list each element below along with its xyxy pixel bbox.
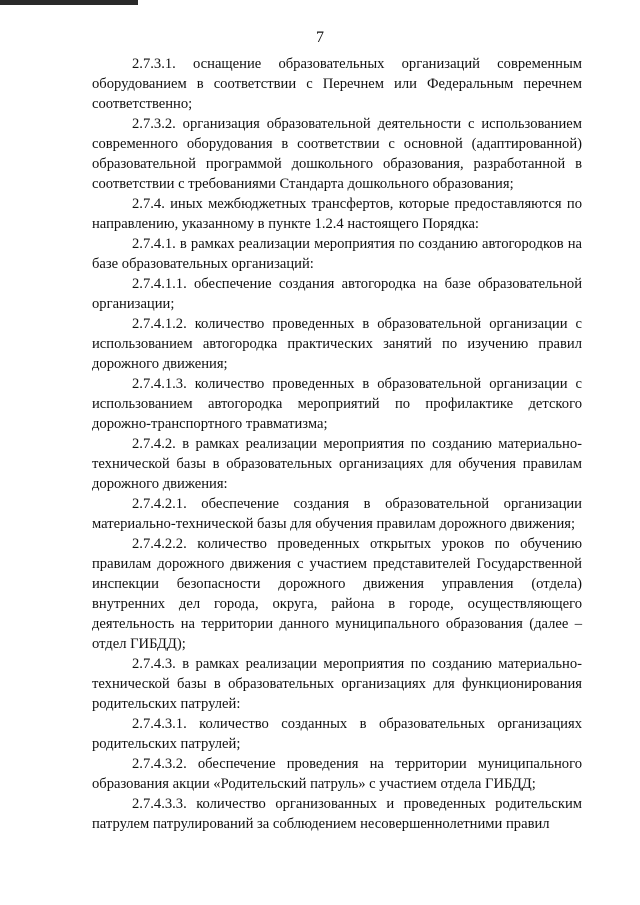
paragraph-2-7-3-2: 2.7.3.2. организация образовательной деятельности с использованием современного оборудования в соответствии с основной (адаптированной) образовательной программой дошкольного образования, разработанной в соответствии с требованиями Стандарта дошкольного образования; [92, 116, 582, 192]
paragraph-2-7-4-1-2: 2.7.4.1.2. количество проведенных в образовательной организации с использованием автогородка практических занятий по изучению правил дорожного движения; [92, 316, 582, 372]
paragraph-2-7-4-3: 2.7.4.3. в рамках реализации мероприятия по созданию материально-технической базы в образовательных организациях для функционирования родительских патрулей: [92, 656, 582, 712]
paragraph-2-7-4-2-1: 2.7.4.2.1. обеспечение создания в образовательной организации материально-технической базы для обучения правилам дорожного движения; [92, 496, 582, 532]
paragraph-2-7-4-3-3: 2.7.4.3.3. количество организованных и проведенных родительским патрулем патрулирований за соблюдением несовершеннолетними правил [92, 796, 582, 832]
paragraph-2-7-4-3-1: 2.7.4.3.1. количество созданных в образовательных организациях родительских патрулей; [92, 716, 582, 752]
paragraph-2-7-4-2-2: 2.7.4.2.2. количество проведенных открытых уроков по обучению правилам дорожного движения с участием представителей Государственной инспекции безопасности дорожного движения управления (отдела) внутренних дел города, округа, района в городе, осуществляющего деятельность на территории данного муниципального образования (далее – отдел ГИБДД); [92, 536, 582, 652]
paragraph-2-7-4: 2.7.4. иных межбюджетных трансфертов, которые предоставляются по направлению, указанному в пункте 1.2.4 настоящего Порядка: [92, 196, 582, 232]
paragraph-2-7-4-1-1: 2.7.4.1.1. обеспечение создания автогородка на базе образовательной организации; [92, 276, 582, 312]
paragraph-2-7-4-3-2: 2.7.4.3.2. обеспечение проведения на территории муниципального образования акции «Родительский патруль» с участием отдела ГИБДД; [92, 756, 582, 792]
paragraph-2-7-4-1: 2.7.4.1. в рамках реализации мероприятия по созданию автогородков на базе образовательных организаций: [92, 236, 582, 272]
scan-edge-mark [0, 0, 138, 5]
document-body [92, 54, 582, 834]
paragraph-2-7-3-1: 2.7.3.1. оснащение образовательных организаций современным оборудованием в соответствии с Перечнем или Федеральным перечнем соответственно; [92, 56, 582, 112]
paragraph-2-7-4-2: 2.7.4.2. в рамках реализации мероприятия по созданию материально-технической базы в образовательных организациях для обучения правилам дорожного движения: [92, 436, 582, 492]
paragraph-2-7-4-1-3: 2.7.4.1.3. количество проведенных в образовательной организации с использованием автогородка мероприятий по профилактике детского дорожно-транспортного травматизма; [92, 376, 582, 432]
page-number: 7 [316, 29, 324, 46]
